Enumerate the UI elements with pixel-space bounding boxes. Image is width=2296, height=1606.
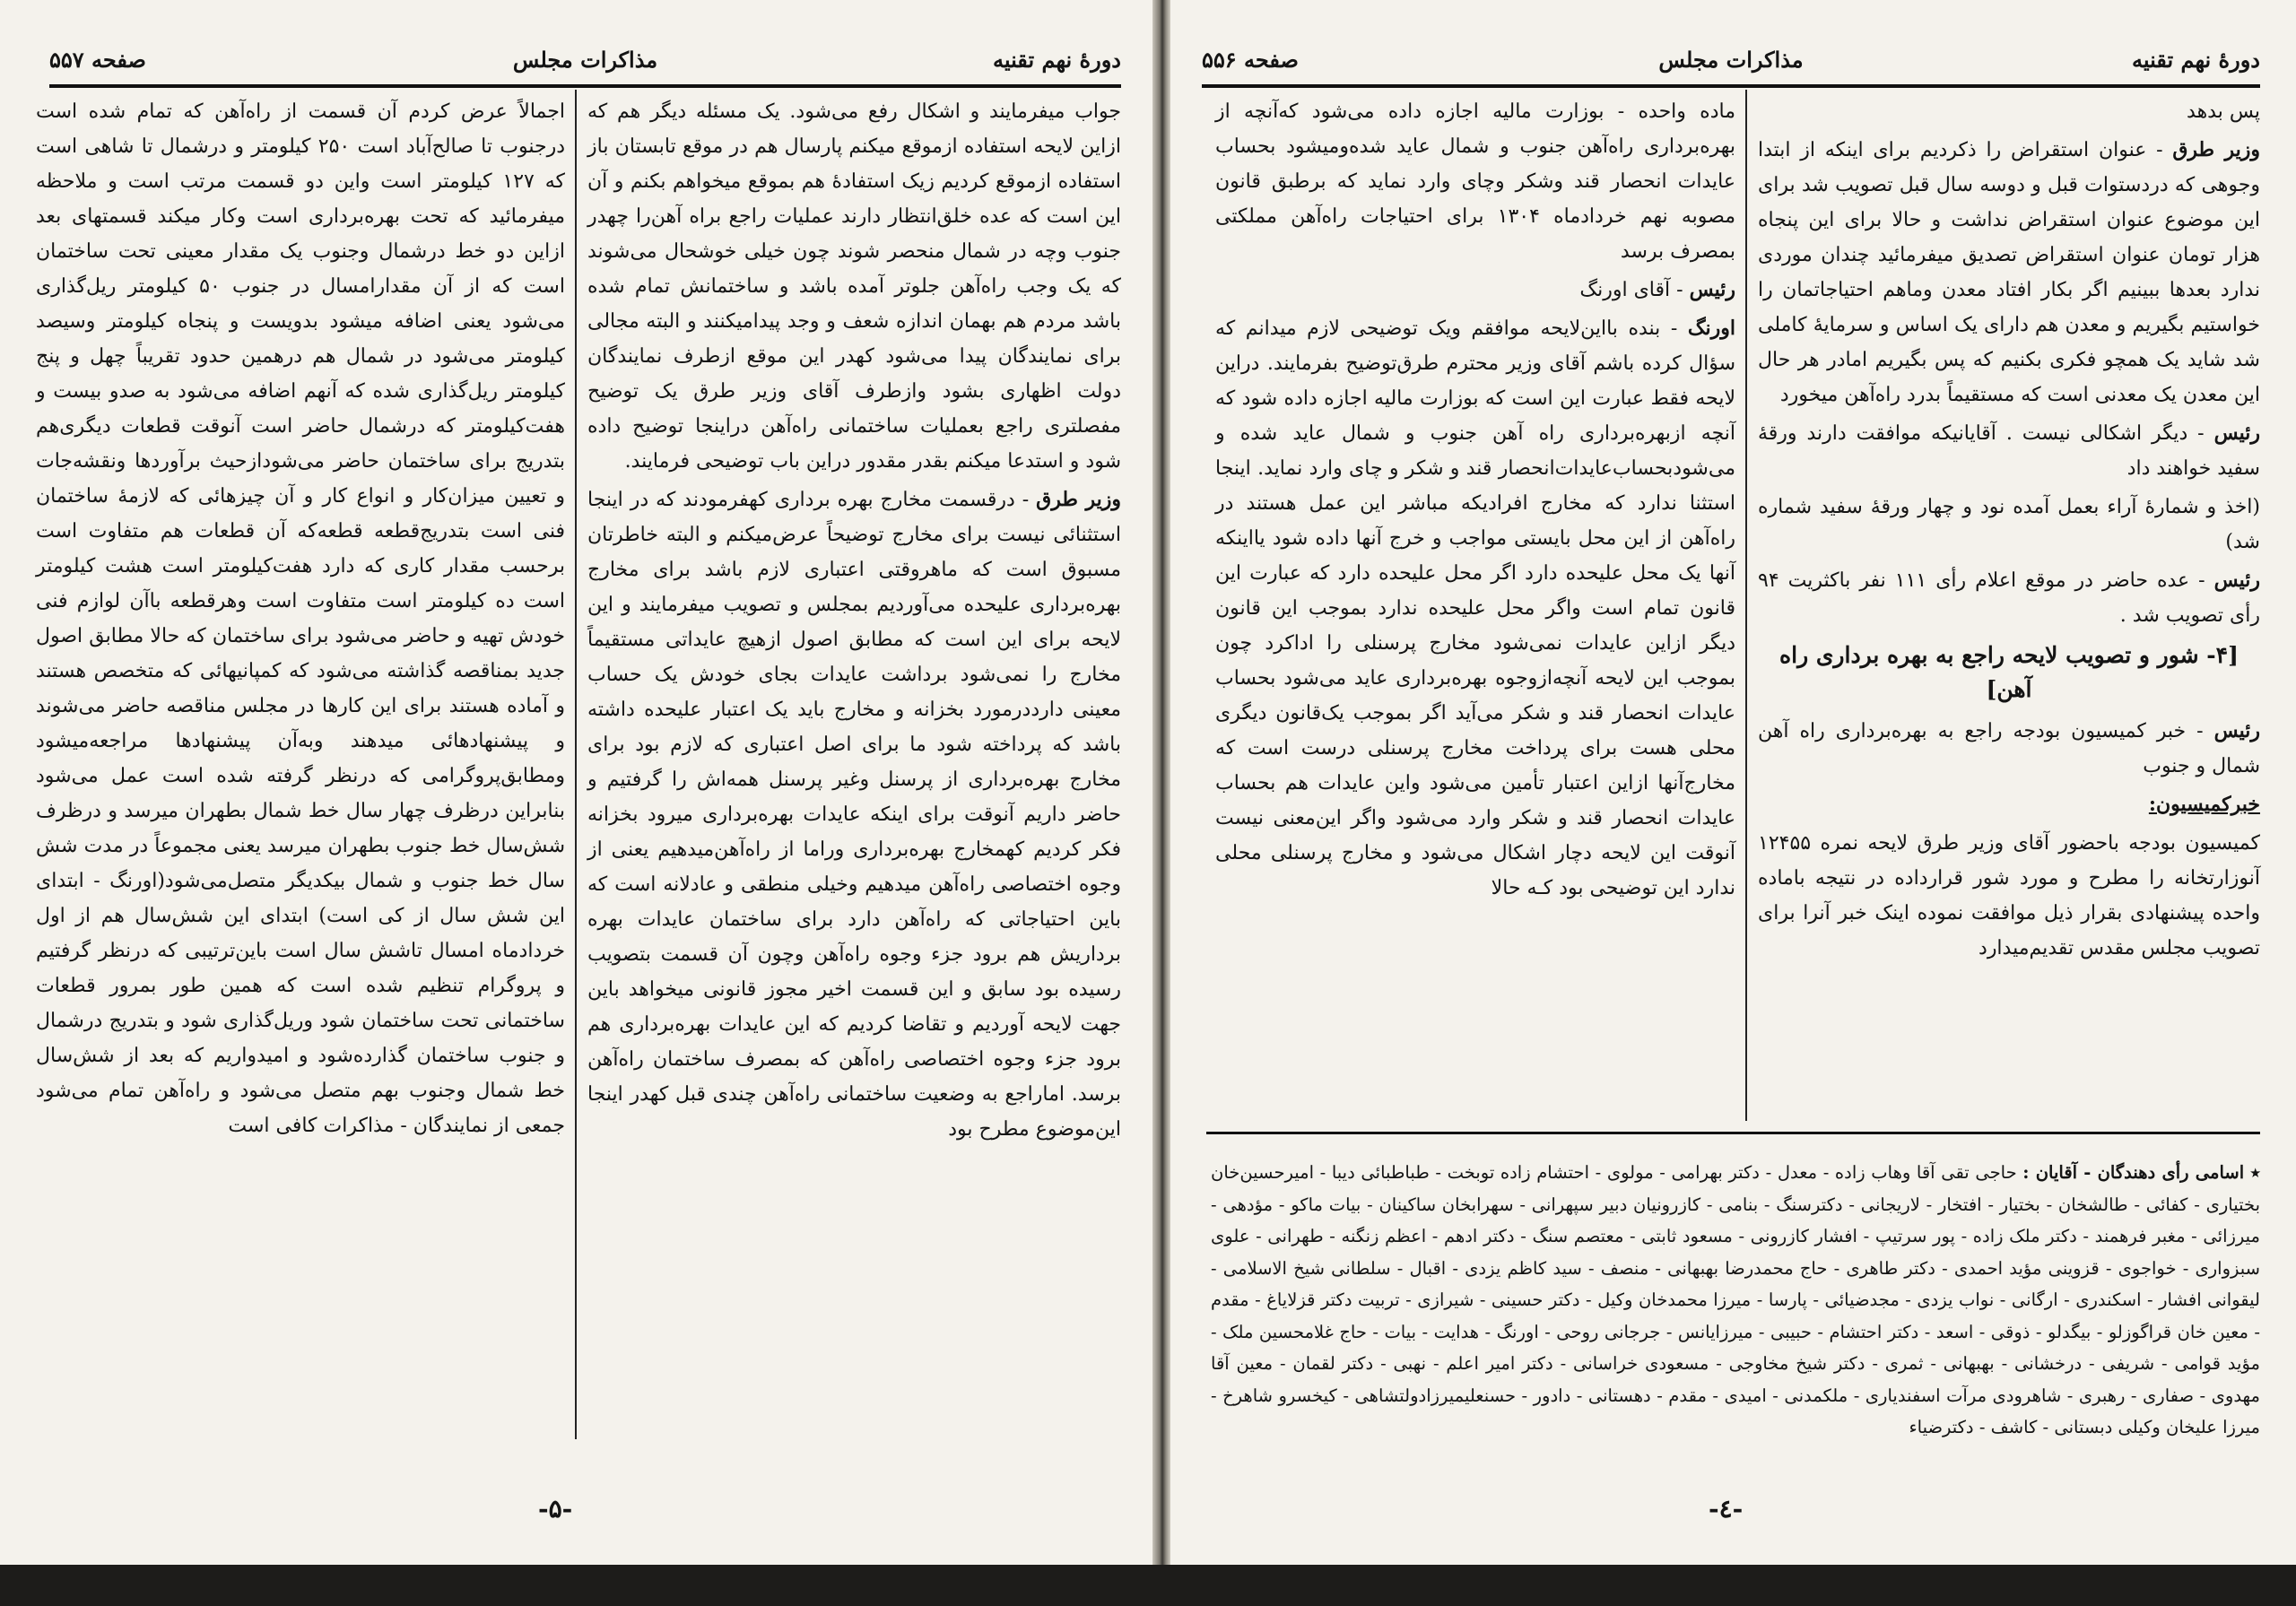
speech-text: ماده واحده - بوزارت مالیه اجازه داده می‌شود که‌آنچه از بهره‌برداری راه‌آهن جنوب و شمال عاید شده‌ومیشود بحساب عایدات انحصار قند وشکر وچای وارد نماید که برطبق قانون مصوبه نهم خردادماه ۱۳۰۴ برای احتیاجات راه‌آهن مملکتی بمصرف برسد [1215, 100, 1735, 263]
speech-text: - دیگر اشکالی نیست . آقایانیکه موافقت دارند ورقهٔ سفید خواهند داد [1758, 422, 2260, 480]
speech-text: پس بدهد [2187, 100, 2260, 123]
page-title: مذاکرات مجلس [512, 47, 658, 73]
column-divider [1745, 90, 1747, 1121]
committee-report-label: خبرکمیسیون: [2148, 793, 2260, 816]
section-title: [۴- شور و تصویب لایحه راجع به بهره برداری راه آهن] [1779, 642, 2239, 702]
page-title: مذاکرات مجلس [1658, 47, 1804, 73]
speaker-name: وزیر طرق [1036, 488, 1122, 511]
book-gutter [1152, 0, 1170, 1606]
session-label: دورهٔ نهم تقنیه [992, 47, 1121, 73]
paragraph [1758, 94, 2260, 129]
paragraph [1758, 133, 2260, 412]
column-divider [575, 90, 577, 1439]
voters-list-title: ٭ اسامی رأی دهندگان - آقایان : [2022, 1162, 2260, 1183]
voters-names: حاجی تقی آقا وهاب زاده - معدل - دکتر بهرامی - مولوی - احتشام زاده توبخت - طباطبائی دیبا - امیرحسین‌خان بختیاری - کفائی - طالشخان - بختیار - افتخار - لاریجانی - دکترسنگ - بنامی - کازرونیان دبیر سپهرانی - سهرابخان ساکینان - بیات ماکو - مؤدهی - میرزائی - مغبر فرهمند - دکتر ملک زاده - پور سرتیپ - افشار کازرونی - مسعود ثابتی - معتصم سنگ - دکتر ادهم - اعظم زنگنه - طهرانی - علوی سبزواری - خواجوی - قزوینی مؤید احمدی - دکتر طاهری - حاج محمدرضا بهبهانی - منصف - سید کاظم یزدی - اقبال - سلطانی شیخ الاسلامی - لیقوانی افشار - اسکندری - ارگانی - نواب یزدی - مجدضیائی - پارسا - میرزا محمدخان وکیل - دکتر حسینی - شیرازی - تربیت دکتر قزلایاغ - مقدم - معین خان قراگوزلو - بیگدلو - ذوقی - اسعد - دکتر احتشام - حبیبی - میرزایانس - جرجانی روحی - اورنگ - هدایت - بیات - حاج غلامحسین ملک - مؤید قوامی - شریفی - درخشانی - بهبهانی - ثمری - دکتر شیخ مخاوجی - مسعودی خراسانی - دکتر امیر اعلم - نهبی - دکتر لقمان - معین آقا مهدوی - صفاری - رهبری - شاهرودی مرآت اسفندیاری - ملکمدنی - امیدی - مقدم - دهستانی - دادور - حسنعلیمیرزادولتشاهی - کیخسرو شاهرخ - میرزا علیخان وکیلی دبستانی - کاشف - دکترضیاء [1211, 1162, 2260, 1437]
paragraph [1215, 311, 1735, 906]
scan-bottom-edge [0, 1565, 2296, 1606]
left-page-header [49, 38, 1121, 88]
paragraph [1758, 826, 2260, 966]
right-page-header [1202, 38, 2260, 88]
right-page [1170, 0, 2296, 1606]
left-page-right-column [587, 94, 1121, 1150]
speaker-name: رئیس [2213, 421, 2260, 445]
paragraph: اجمالاً عرض کردم آن قسمت از راه‌آهن که تمام شده است درجنوب تا صالح‌آباد است ۲۵۰ کیلومتر و درشمال تا شاهی است که ۱۲۷ کیلومتر است واین دو قسمت مرتب است و ملاحظه میفرمائید که تحت بهره‌برداری است وکار میکند قسمتهای بعد ازاین دو خط درشمال وجنوب یک مقدار معینی تحت ساختمان است که از آن مقدارامسال در جنوب ۵۰ کیلومتر ریل‌گذاری می‌شود یعنی اضافه میشود بدویست و پنجاه کیلومتر وسیصد کیلومتر می‌شود در شمال هم درهمین حدود تقریباً چهل و پنج کیلومتر ریل‌گذاری شده که آنهم اضافه می‌شود به صدو بیست و هفت‌کیلومتر که درشمال حاضر است آنوقت قطعات دیگری‌هم بتدریج برای ساختمان حاضر می‌شوداز‌حیث برآوردها ونقشه‌جات و تعیین میزان‌کار و انواع کار و آن چیزهائی که لازمهٔ ساختمان فنی است بتدریج‌قطعه قطعه‌که آن قطعات هم متفاوت است برحسب مقدار کاری که دارد هفت‌کیلومتر است هشت کیلومتر است ده کیلومتر است متفاوت است وهرقطعه باآن لوازم فنی خودش تهیه و حاضر می‌شود برای ساختمان که حالا مطابق اصول جدید بمناقصه گذاشته می‌شود که کمپانیهائی که متخصص هستند و آماده هستند برای این کارها در مجلس مناقصه حاضر می‌شوند و پیشنهادهائی میدهند وبه‌آن پیشنهادها مراجعه‌میشود ومطابق‌پروگرامی که درنظر گرفته شده است عمل می‌شود بنابراین درظرف چهار سال خط شمال بطهران میرسد و درظرف شش‌سال خط جنوب بطهران میرسد یعنی مجموعاً در مدت شش سال خط جنوب و شمال بیکدیگر متصل‌می‌شود(اورنگ - ابتدای این شش سال از کی است) ابتدای این شش‌سال هم از اول خردادماه امسال تاشش سال است باین‌ترتیبی که درنظر گرفتیم و پروگرام تنظیم شده است که همین طور بمرور قطعات ساختمانی تحت ساختمان شود وریل‌گذاری شود و بتدریج درشمال و جنوب ساختمان گذارده‌شود و امیدواریم که بعد از شش‌سال خط شمال وجنوب بهم متصل می‌شود و راه‌آهن تمام می‌شود جمعی از نمایندگان - مذاکرات کافی است [36, 100, 565, 1137]
speech-text: - آقای اورنگ [1579, 279, 1683, 301]
paragraph [1758, 416, 2260, 486]
speech-text: - درقسمت مخارج بهره برداری کهفرمودند که در اینجا استثنائی نیست برای مخارج توضیحاً عرض‌میکنم و البته خاطرتان مسبوق است که ماهروقتی اعتباری لازم باشد برای مخارج بهره‌برداری علیحده می‌آوردیم بمجلس و تصویب میفرمایند و این لایحه برای این است که مطابق اصول ازهیچ عایداتی مستقیماً مخارج را نمی‌شود برداشت عایدات بجای خودش یک حساب معینی دارددرمورد بخزانه و مخارج باید یک اعتبار علیحده داشته باشد که پرداخته شود ما برای اصل اعتباری که لازم بود برای مخارج بهره‌برداری از پرسنل وغیر پرسنل همه‌اش را گرفتیم و حاضر داریم آنوقت برای اینکه عایدات بهره‌برداری میرود بخزانه فکر کردیم کهمخارج بهره‌برداری وراما از راه‌آهن‌میدهیم یعنی از وجوه اختصاصی راه‌آهن میدهیم وخیلی منطقی و عادلانه است که باین احتیاجاتی که راه‌آهن دارد برای ساختمان عایدات بهره برداریش هم برود جزء وجوه راه‌آهن وچون آن قسمت بتصویب رسیده بود سابق و این قسمت اخیر مجوز قانونی میخواهد باین جهت لایحه آوردیم و تقاضا کردیم که این عایدات بهره‌برداری هم برود جزء وجوه اختصاصی راه‌آهن که بمصرف ساختمان راه‌آهن برسد. اماراجع به وضعیت ساختمانی راه‌آهن چندی قبل کهدر اینجا این‌موضوع مطرح بود [587, 489, 1121, 1141]
paragraph [587, 482, 1121, 1147]
folio-number: -۵- [538, 1494, 573, 1524]
paragraph [1758, 563, 2260, 633]
right-page-right-column [1758, 94, 2260, 969]
folio-number: -٤- [1709, 1494, 1744, 1524]
paragraph [1758, 490, 2260, 560]
page-number-label: صفحه ۵۵۷ [49, 47, 146, 73]
names-divider [1206, 1132, 2260, 1134]
paragraph [1215, 94, 1735, 269]
speaker-name: رئیس [2213, 569, 2260, 592]
speech-text: کمیسیون بودجه باحضور آقای وزیر طرق لایحه نمره ۱۲۴۵۵ آنوزارتخانه را مطرح و مورد شور قرارداده در نتیجه باماده واحده پیشنهادی بقرار ذیل موافقت نموده اینک خبر آنرا برای تصویب مجلس مقدس تقدیم‌میدارد [1758, 832, 2260, 959]
speech-text: - خبر کمیسیون بودجه راجع به بهره‌برداری راه آهن شمال و جنوب [1758, 720, 2260, 777]
page-number-label: صفحه ۵۵۶ [1202, 47, 1299, 73]
speech-text: (اخذ و شمارهٔ آراء بعمل آمده نود و چهار ورقهٔ سفید شماره شد) [1758, 496, 2260, 553]
speaker-name: رئیس [2213, 719, 2260, 742]
session-label: دورهٔ نهم تقنیه [2131, 47, 2260, 73]
paragraph [1215, 273, 1735, 308]
speech-text: - بنده بااین‌لایحه موافقم ویک توضیحی لازم میدانم که سؤال کرده باشم آقای وزیر محترم طرق‌توضیح بفرمایند. دراین لایحه فقط عبارت این است که بوزارت مالیه اجازه داده شود که آنچه ازبهره‌برداری راه آهن جنوب و شمال عاید شده و می‌شودبحساب‌عایدات‌انحصار قند و شکر و چای وارد نماید. اینجا استثنا ندارد که مخارج افرادیکه مباشر این عمل هستند در راه‌آهن از این محل بایستی مواجب و خرج آنها داده شود یااینکه آنها یک محل علیحده دارد اگر محل علیحده دارد که عبارت این قانون تمام است واگر محل علیحده ندارد بموجب این قانون دیگر ازاین عایدات نمی‌شود مخارج پرسنلی را اداکرد چون بموجب این لایحه آنچه‌ازوجوه بهره‌برداری عاید می‌شود بحساب عایدات انحصار قند و شکر می‌آید اگر بموجب یک‌قانون دیگری محلی هست برای پرداخت مخارج پرسنلی درست است که مخارج‌آنها ازاین اعتبار تأمین می‌شود واین عایدات هم بحساب عایدات انحصار قند و شکر وارد می‌شود واگر این‌معنی نیست آنوقت این لایحه دچار اشکال می‌شود و مخارج پرسنلی محلی ندارد این توضیحی بود کـه حالا [1215, 317, 1736, 899]
paragraph [1758, 714, 2260, 784]
speaker-name: اورنگ [1687, 317, 1735, 340]
left-page-left-column [36, 94, 565, 1147]
speech-text: - عنوان استقراض را ذکردیم برای اینکه از ابتدا وجوهی که دردستوات قبل و دوسه سال قبل تصویب شد برای این موضوع عنوان استقراض نداشت و حالا برای این پنجاه هزار تومان عنوان استقراض تصدیق میفرمائید چندان موردی ندارد بعدها ببینیم اگر بکار افتاد معدن وماهم احتیاجاتمان را خواستیم بگیریم و معدن هم دارای یک اساس و سرمایهٔ کاملی شد شاید یک همچو فکری بکنیم که پس بگیریم امادر هر حال این معدن یک معدنی است که مستقیماً بدرد راه‌آهن میخورد [1758, 139, 2261, 406]
paragraph [1758, 787, 2260, 822]
paragraph: جواب میفرمایند و اشکال رفع می‌شود. یک مسئله دیگر هم که ازاین لایحه استفاده ازموقع میکنم پارسال هم در موقع تابستان باز استفاده ازموقع کردیم زیک استفادهٔ هم بموقع میخواهم بکنم و آن این است که عده خلق‌انتظار دارند عملیات راجع براه آهن‌را چهدر جنوب وچه در شمال منحصر شوند چون خیلی خوشحال می‌شوند که یک وجب راه‌آهن جلوتر آمده باشد و ساختمانش تمام شده باشد مردم هم بهمان اندازه شعف و وجد پیدامیکنند و البته مجالی برای نمایندگان پیدا می‌شود کهدر این موقع ازطرف نمایندگان دولت اظهاری بشود وازطرف آقای وزیر طرق یک توضیح مفصلتری راجع بعملیات ساختمانی راه‌آهن دراینجا توضیح داده شود و استدعا میکنم بقدر مقدور دراین باب توضیحی فرمایند. [587, 100, 1121, 473]
speech-text: - عده حاضر در موقع اعلام رأی ۱۱۱ نفر باکثریت ۹۴ رأی تصویب شد . [1758, 569, 2260, 627]
speaker-name: وزیر طرق [2172, 138, 2260, 161]
voters-list [1211, 1157, 2260, 1444]
right-page-left-column [1215, 94, 1735, 909]
speaker-name: رئیس [1689, 278, 1735, 301]
